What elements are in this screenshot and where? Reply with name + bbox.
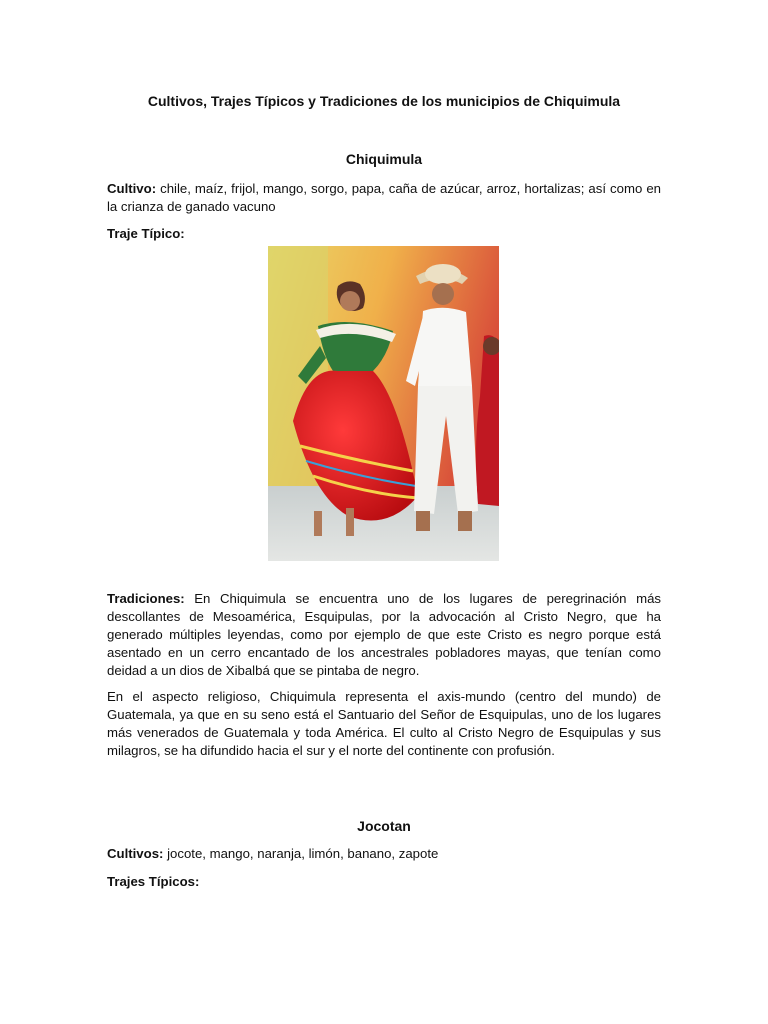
- traje-label: Traje Típico:: [107, 226, 185, 241]
- cultivo-paragraph: [107, 180, 661, 216]
- tradiciones-text: En Chiquimula se encuentra uno de los lugares de peregrinación más descollantes de Mesoamérica, Esquipulas, por la advocación al Cristo Negro, que ha generado múltiples leyendas, como por ejemplo de que este Cristo es negro porque está asentado en un cerro encantado de los ancestrales pobladores mayas, que tenían como deidad a un dios de Xibalbá que se pintaba de negro.: [107, 591, 661, 678]
- dancers-illustration: [268, 246, 499, 561]
- jocotan-cultivos-label: Cultivos:: [107, 846, 164, 861]
- religioso-paragraph: En el aspecto religioso, Chiquimula representa el axis-mundo (centro del mundo) de Guatemala, ya que en su seno está el Santuario del Señor de Esquipulas, uno de los lugares más venerados de Guatemala y toda América. El culto al Cristo Negro de Esquipulas y sus milagros, se ha difundido hacia el sur y el norte del continente con profusión.: [107, 689, 661, 758]
- document-title: Cultivos, Trajes Típicos y Tradiciones de los municipios de Chiquimula: [147, 93, 621, 109]
- traditional-dance-photo: [268, 246, 499, 561]
- section-title-chiquimula: Chiquimula: [345, 151, 423, 167]
- cultivo-label: Cultivo:: [107, 181, 157, 196]
- tradiciones-paragraph: [107, 590, 661, 680]
- jocotan-cultivos-paragraph: [107, 845, 661, 863]
- jocotan-cultivos-text: jocote, mango, naranja, limón, banano, zapote: [163, 846, 439, 861]
- tradiciones-label: Tradiciones:: [107, 591, 185, 606]
- section-title-jocotan: Jocotan: [357, 818, 411, 834]
- cultivo-text: chile, maíz, frijol, mango, sorgo, papa, caña de azúcar, arroz, hortalizas; así como en la crianza de ganado vacuno: [107, 181, 661, 214]
- jocotan-trajes-label: Trajes Típicos:: [107, 874, 200, 889]
